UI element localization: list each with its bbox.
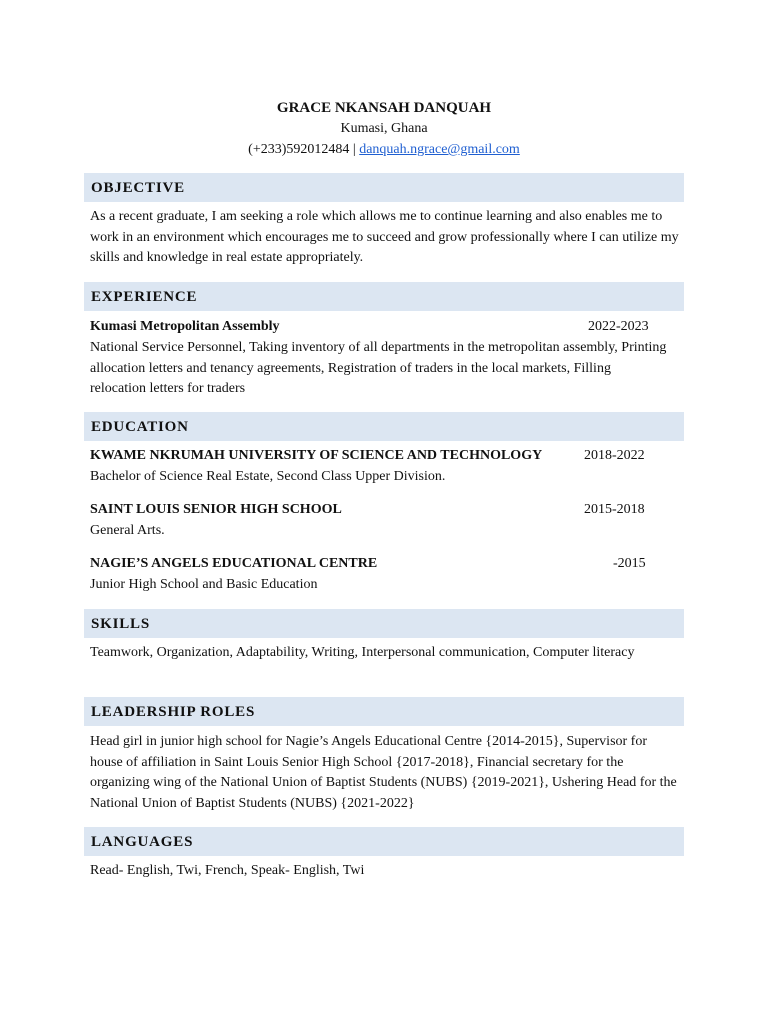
education-item [90,554,690,574]
skills-text: Teamwork, Organization, Adaptability, Writing, Interpersonal communication, Computer literacy [90,645,635,660]
phone-number: (+233)592012484 [248,142,350,157]
education-item [90,446,690,466]
languages-heading-band [84,827,684,856]
email-link[interactable]: danquah.ngrace@gmail.com [359,142,520,157]
resume-header [0,98,768,160]
leadership-heading: LEADERSHIP ROLES [91,704,256,720]
experience-years: 2022-2023 [588,319,649,334]
experience-heading-band [84,282,684,311]
education-org: SAINT LOUIS SENIOR HIGH SCHOOL [90,502,342,517]
contact-line [0,139,768,160]
objective-heading: OBJECTIVE [91,180,185,196]
languages-heading: LANGUAGES [91,834,194,850]
education-heading: EDUCATION [91,419,189,435]
experience-item [90,317,690,337]
experience-description: National Service Personnel, Taking inventory of all departments in the metropolitan assembly, Printing allocation letters and tenancy agreements, Registration of traders in the local markets, Filling relocation letters for traders [90,340,667,397]
skills-heading-band [84,609,684,638]
experience-heading: EXPERIENCE [91,289,198,305]
leadership-text: Head girl in junior high school for Nagie’s Angels Educational Centre {2014-2015}, Supervisor for house of affiliation in Saint Louis Senior High School {2017-2018}, Financial secretary for the organizing wing of the National Union of Baptist Students (NUBS) {2019-2021}, Ushering Head for the National Union of Baptist Students (NUBS) {2021-2022} [90,734,677,811]
education-org: KWAME NKRUMAH UNIVERSITY OF SCIENCE AND TECHNOLOGY [90,448,543,463]
education-item [90,500,690,520]
leadership-heading-band [84,697,684,726]
languages-text: Read- English, Twi, French, Speak- English, Twi [90,863,365,878]
education-years: -2015 [613,556,646,571]
education-detail: General Arts. [90,523,165,538]
education-detail: Junior High School and Basic Education [90,577,318,592]
education-years: 2015-2018 [584,502,645,517]
experience-org: Kumasi Metropolitan Assembly [90,319,280,334]
objective-heading-band [84,173,684,202]
education-org: NAGIE’S ANGELS EDUCATIONAL CENTRE [90,556,378,571]
education-heading-band [84,412,684,441]
candidate-name: GRACE NKANSAH DANQUAH [276,100,492,116]
objective-text: As a recent graduate, I am seeking a role which allows me to continue learning and also enables me to work in an environment which encourages me to succeed and grow professionally where I can utilize my skills and knowledge in real estate appropriately. [90,209,679,266]
education-years: 2018-2022 [584,448,645,463]
skills-heading: SKILLS [91,616,150,632]
candidate-location: Kumasi, Ghana [340,121,428,136]
contact-separator: | [349,142,360,157]
education-detail: Bachelor of Science Real Estate, Second Class Upper Division. [90,469,446,484]
